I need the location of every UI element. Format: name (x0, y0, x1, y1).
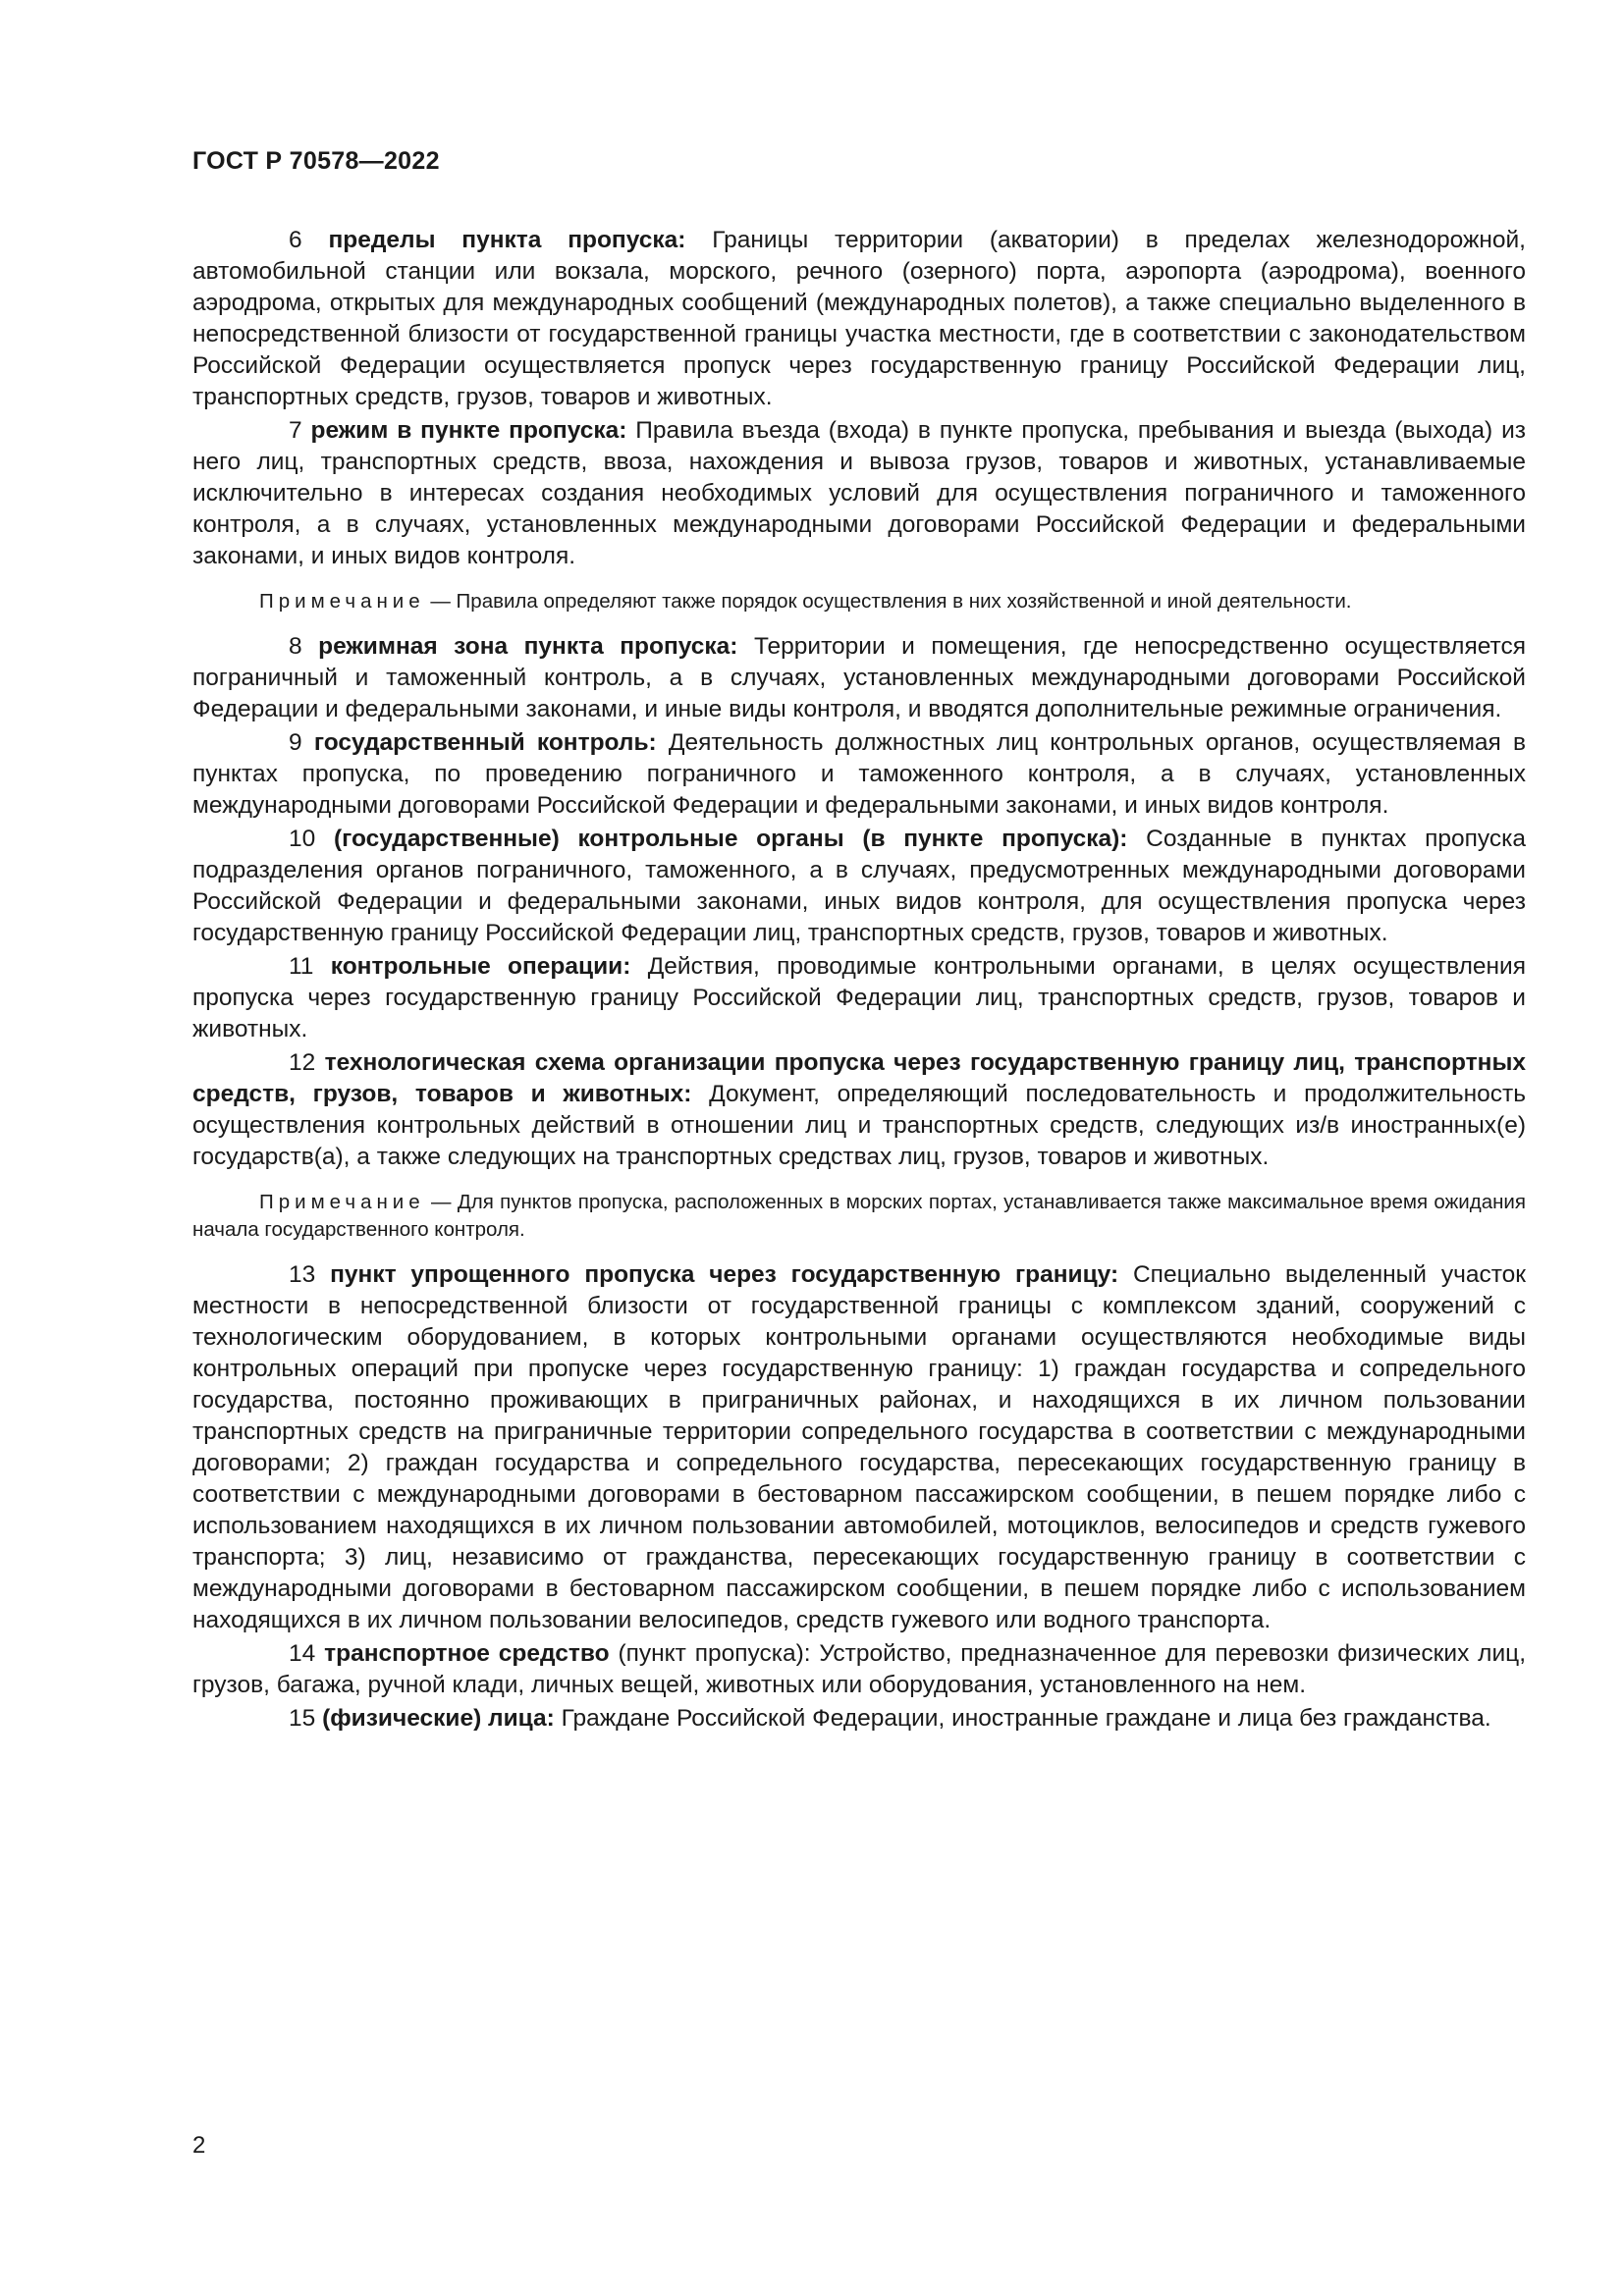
term-14 (192, 1638, 1526, 1701)
term-number: 12 (289, 1049, 316, 1076)
term-number: 10 (289, 826, 316, 852)
term-title: (физические) лица: (322, 1705, 555, 1732)
term-number: 13 (289, 1261, 316, 1288)
note-label: Примечание (259, 590, 425, 613)
term-title: контрольные операции: (330, 953, 631, 980)
standard-designation: ГОСТ Р 70578—2022 (192, 147, 440, 175)
term-6 (192, 225, 1526, 413)
term-definition: Созданные в пунктах пропуска подразделения органов пограничного, таможенного, а в случаях, предусмотренных международными договорами Российской Федерации и федеральными законами, иных видов контроля, для осуществления пропуска через государственную границу Российской Федерации лиц, транспортных средств, грузов, товаров и животных. (192, 826, 1527, 946)
note-1 (192, 588, 1526, 615)
term-title: режимная зона пункта пропуска: (318, 633, 738, 660)
note-label: Примечание (259, 1191, 425, 1213)
term-number: 9 (289, 729, 302, 756)
term-9 (192, 727, 1526, 822)
term-title: государственный контроль: (313, 729, 657, 756)
term-number: 11 (289, 953, 314, 980)
term-definition: (пункт пропуска): Устройство, предназначенное для перевозки физических лиц, грузов, багажа, ручной клади, личных вещей, животных или оборудования, установленного на нем. (192, 1640, 1526, 1698)
term-number: 6 (289, 227, 302, 253)
term-7 (192, 415, 1526, 572)
term-definition: Правила въезда (входа) в пункте пропуска, пребывания и выезда (выхода) из него лиц, транспортных средств, ввоза, нахождения и вывоза грузов, товаров и животных, устанавливаемые исключительно в интересах создания необходимых условий для осуществления пограничного и таможенного контроля, а в случаях, установленных международными договорами Российской Федерации и федеральными законами, и иных видов контроля. (192, 417, 1527, 569)
term-number: 15 (289, 1705, 316, 1732)
term-11 (192, 951, 1526, 1045)
term-12 (192, 1047, 1526, 1173)
term-number: 8 (289, 633, 302, 660)
term-13 (192, 1259, 1526, 1636)
term-title: пункт упрощенного пропуска через государственную границу: (330, 1261, 1119, 1288)
term-definition: Границы территории (акватории) в пределах железнодорожной, автомобильной станции или вокзала, морского, речного (озерного) порта, аэропорта (аэродрома), военного аэродрома, открытых для международных сообщений (международных полетов), а также специально выделенного в непосредственной близости от государственной границы участка местности, где в соответствии с законодательством Российской Федерации осуществляется пропуск через государственную границу Российской Федерации лиц, транспортных средств, грузов, товаров и животных. (192, 227, 1526, 410)
term-title: режим в пункте пропуска: (310, 417, 627, 444)
term-title: технологическая схема организации пропуска через государственную границу лиц, транспортных средств, грузов, товаров и животных: (192, 1049, 1526, 1107)
term-title: (государственные) контрольные органы (в пункте пропуска): (333, 826, 1128, 852)
term-10 (192, 824, 1526, 949)
term-definition: Специально выделенный участок местности в непосредственной близости от государственной границы с комплексом зданий, сооружений с технологическим оборудованием, в которых контрольными органами осуществляются необходимые виды контрольных операций при пропуске через государственную границу: 1) граждан государства и сопредельного государства, постоянно проживающих в приграничных районах, и находящихся в их личном пользовании транспортных средств на приграничные территории сопредельного государства в соответствии с международными договорами; 2) граждан государства и сопредельного государства, пересекающих государственную границу в соответствии с международными договорами в бестоварном пассажирском сообщении, в пешем порядке либо с использованием находящихся в их личном пользовании автомобилей, мотоциклов, велосипедов и средств гужевого транспорта; 3) лиц, независимо от гражданства, пересекающих государственную границу в соответствии с международными договорами в бестоварном пассажирском сообщении, в пешем порядке либо с использованием находящихся в их личном пользовании велосипедов, средств гужевого или водного транспорта. (192, 1261, 1526, 1633)
term-definition: Территории и помещения, где непосредственно осуществляется пограничный и таможенный контроль, а в случаях, установленных международными договорами Российской Федерации и федеральными законами, и иные виды контроля, и вводятся дополнительные режимные ограничения. (192, 633, 1526, 722)
term-definition: Документ, определяющий последовательность и продолжительность осуществления контрольных действий в отношении лиц и транспортных средств, следующих из/в иностранных(е) государств(а), а также следующих на транспортных средствах лиц, грузов, товаров и животных. (192, 1081, 1527, 1170)
page-number: 2 (192, 2132, 206, 2159)
term-15 (192, 1703, 1526, 1735)
note-text: — Для пунктов пропуска, расположенных в морских портах, устанавливается также максимальное время ожидания начала государственного контроля. (192, 1191, 1526, 1241)
term-number: 14 (289, 1640, 316, 1667)
term-number: 7 (289, 417, 302, 444)
term-definition: Граждане Российской Федерации, иностранные граждане и лица без гражданства. (561, 1705, 1491, 1732)
document-page (192, 147, 1526, 1736)
term-8 (192, 631, 1526, 725)
term-definition: Действия, проводимые контрольными органами, в целях осуществления пропуска через государственную границу Российской Федерации лиц, транспортных средств, грузов, товаров и животных. (192, 953, 1527, 1042)
note-text: — Правила определяют также порядок осуществления в них хозяйственной и иной деятельности. (430, 590, 1352, 613)
term-title: транспортное средство (324, 1640, 610, 1667)
note-2 (192, 1189, 1526, 1244)
term-definition: Деятельность должностных лиц контрольных органов, осуществляемая в пунктах пропуска, по проведению пограничного и таможенного контроля, а в случаях, установленных международными договорами Российской Федерации и федеральными законами, и иных видов контроля. (192, 729, 1527, 819)
term-title: пределы пункта пропуска: (328, 227, 686, 253)
